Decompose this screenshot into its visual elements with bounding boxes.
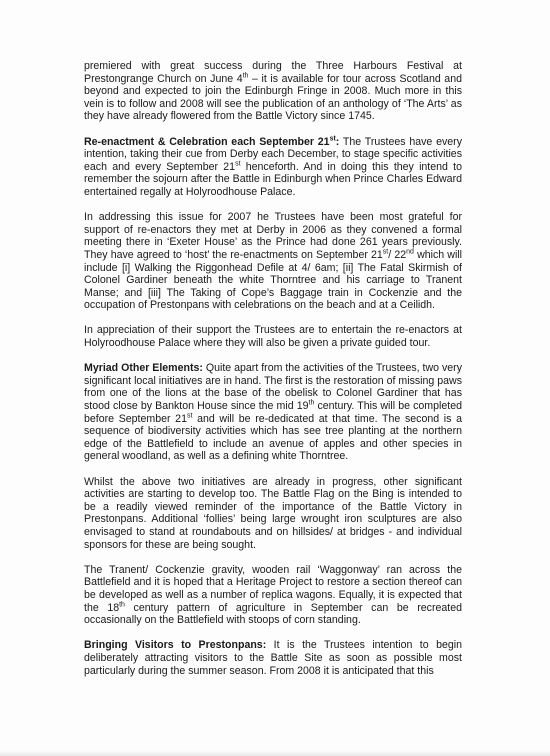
scan-bottom-edge <box>0 750 550 756</box>
paragraph-text: and will be re-dedicated at that time. The second is a sequence of biodiversity activities which has see tree planting at the northern edge of the Battlefield to include an avenue of apples and other species in general woodland, as well as a defining white Thorntree. <box>84 412 462 463</box>
ordinal-suffix: st <box>382 248 389 256</box>
paragraph-re-enactment <box>84 136 462 199</box>
paragraph-text: century pattern of agriculture in September can be recreated occasionally on the Battlefield with stoops of corn standing. <box>84 601 462 627</box>
document-page <box>84 60 462 677</box>
paragraph-text: The Trustees have every intention, taking their cue from Derby each December, to stage specific activities each and every September 21 <box>84 135 463 173</box>
ordinal-suffix: th <box>308 399 315 407</box>
paragraph-text: premiered with great success during the Three Harbours Festival at Prestongrange Church on June 4 <box>84 60 462 85</box>
paragraph-addressing-2007 <box>84 211 462 312</box>
paragraph-text: Whilst the above two initiatives are already in progress, other significant activities are starting to develop too. The Battle Flag on the Bing is intended to be a readily viewed reminder of the importance of the Battle Victory in Prestonpans. Additional ‘follies’ being large wrought iron sculptures are also envisaged to stand at roundabouts and on hillsides/ at bridges - and individual sponsors for these are being sought. <box>84 475 462 551</box>
section-heading: Re-enactment & Celebration each September 21 <box>84 135 330 148</box>
section-heading: : <box>335 135 340 148</box>
paragraph-text: which will include [i] Walking the Riggonhead Defile at 4/ 6am; [ii] The Fatal Skirmish of Colonel Gardiner beneath the white Thorntree and his carriage to Tranent Manse; and [iii] The Taking of Cope’s Baggage train in Cockenzie and the occupation of Prestonpans with celebrations on the beach and at a Ceilidh. <box>84 248 463 312</box>
paragraph-text: In addressing this issue for 2007 he Trustees have been most grateful for support of re-enactors they met at Derby in 2006 as they convened a formal meeting there in ‘Exeter House’ as the Prince had done 261 years previously. They have agreed to ‘host’ the re-enactments on September 21 <box>84 211 462 261</box>
paragraph-appreciation <box>84 324 462 349</box>
paragraph-arts-premiere <box>84 60 462 123</box>
section-heading: Myriad Other Elements: <box>84 362 203 375</box>
ordinal-suffix: nd <box>406 248 414 256</box>
paragraph-bringing-visitors <box>84 639 462 677</box>
paragraph-text: henceforth. And in doing this they intend to remember the sojourn after the Battle in Edinburgh when Prince Charles Edward entertained regally at Holyroodhouse Palace. <box>84 160 462 198</box>
ordinal-suffix: th <box>119 601 125 608</box>
paragraph-text: / 22 <box>388 248 407 261</box>
paragraph-text: century. This will be completed before September 21 <box>84 400 462 425</box>
paragraph-text: – it is available for tour across Scotland and beyond and expected to join the Edinburgh Fringe in 2008. Much more in this vein is to follow and 2008 will see the publication of an anthology of ‘The Arts’ as they have already flowered from the Battle Victory since 1745. <box>84 72 462 123</box>
paragraph-text: The Tranent/ Cockenzie gravity, wooden rail ‘Waggonway’ ran across the Battlefield and it is hoped that a Heritage Project to restore a section thereof can be developed as well as a number of replica wagons. Equally, it is expected that the 18 <box>84 563 462 614</box>
paragraph-text: In appreciation of their support the Trustees are to entertain the re-enactors at Holyroodhouse Palace where they will also be given a private guided tour. <box>84 324 462 350</box>
ordinal-suffix: th <box>242 72 249 80</box>
ordinal-suffix: st <box>235 160 241 168</box>
paragraph-other-initiatives <box>84 476 462 552</box>
paragraph-text: It is the Trustees intention to begin deliberately attracting visitors to the Battle Site as soon as possible most particularly during the summer season. From 2008 it is anticipated that this <box>84 639 463 677</box>
section-heading: Bringing Visitors to Prestonpans: <box>84 639 267 652</box>
paragraph-myriad-elements <box>84 362 462 463</box>
ordinal-suffix: st <box>186 412 193 420</box>
paragraph-text: Quite apart from the activities of the Trustees, two very significant local initiatives are in hand. The first is the restoration of missing paws from one of the lions at the base of the obelisk to Colonel Gardiner that has stood close by Bankton House since the mid 19 <box>84 362 462 413</box>
paragraph-waggonway <box>84 564 462 627</box>
ordinal-suffix: st <box>329 135 336 143</box>
